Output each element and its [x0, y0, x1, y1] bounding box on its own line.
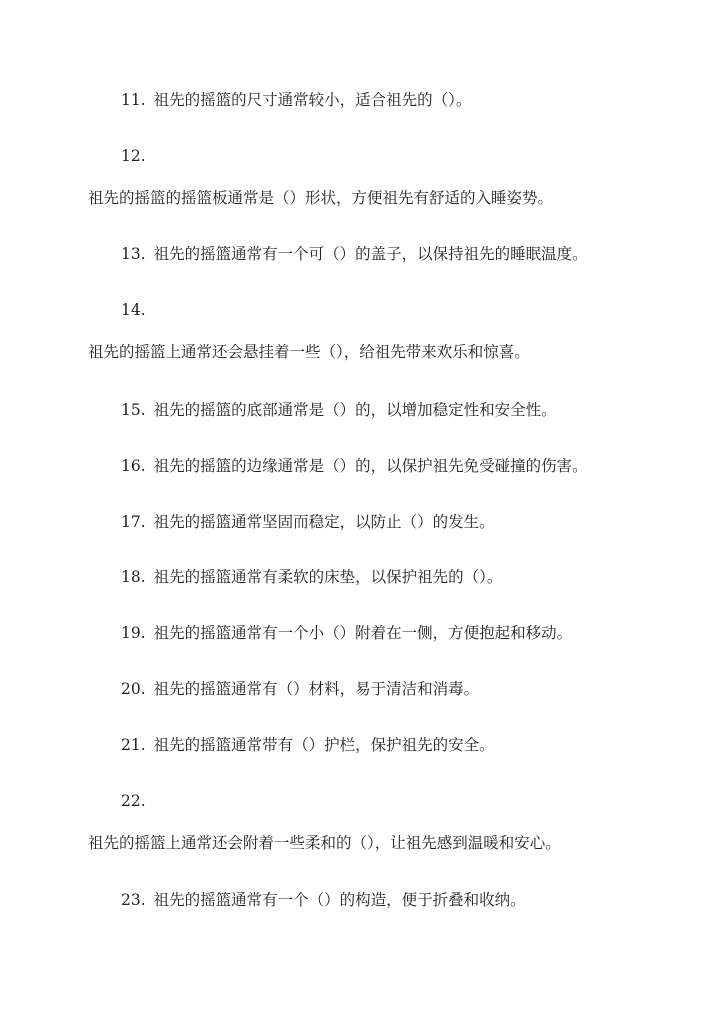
question-18: [121, 567, 502, 587]
question-14-number: [121, 300, 154, 320]
question-text: 祖先的摇篮上通常还会附着一些柔和的（），让祖先感到温暖和安心。: [88, 834, 561, 852]
question-number: 21.: [121, 736, 146, 754]
question-number: 13.: [121, 245, 146, 263]
question-text: 祖先的摇篮的摇篮板通常是（）形状，方便祖先有舒适的入睡姿势。: [88, 189, 554, 207]
question-number: 19.: [121, 624, 146, 642]
question-text: 祖先的摇篮的底部通常是（）的，以增加稳定性和安全性。: [153, 401, 557, 419]
question-13: [121, 244, 588, 264]
question-19: [121, 623, 572, 643]
question-number: 15.: [121, 401, 146, 419]
question-12-number: [121, 146, 154, 166]
question-text: 祖先的摇篮通常带有（）护栏，保护祖先的安全。: [153, 736, 495, 754]
question-number: 17.: [121, 513, 146, 531]
question-number: 23.: [121, 891, 146, 909]
question-text: 祖先的摇篮通常有柔软的床垫，以保护祖先的（）。: [153, 568, 503, 586]
question-number: 18.: [121, 568, 146, 586]
question-23: [121, 890, 526, 910]
question-text: 祖先的摇篮通常有一个（）的构造，便于折叠和收纳。: [153, 891, 526, 909]
question-number: 14.: [121, 301, 146, 319]
question-12-text: [88, 188, 553, 208]
question-16: [121, 456, 588, 476]
question-number: 22.: [121, 792, 146, 810]
question-number: 11.: [121, 91, 146, 109]
question-15: [121, 400, 557, 420]
question-20: [121, 679, 479, 699]
question-number: 12.: [121, 147, 146, 165]
question-22-text: [88, 833, 561, 853]
question-14-text: [88, 342, 530, 362]
question-number: 20.: [121, 680, 146, 698]
question-11: [121, 90, 471, 110]
question-number: 16.: [121, 457, 146, 475]
question-21: [121, 735, 495, 755]
question-text: 祖先的摇篮通常有（）材料，易于清洁和消毒。: [153, 680, 480, 698]
question-text: 祖先的摇篮通常有一个小（）附着在一侧，方便抱起和移动。: [153, 624, 573, 642]
question-text: 祖先的摇篮通常有一个可（）的盖子，以保持祖先的睡眠温度。: [153, 245, 588, 263]
question-text: 祖先的摇篮上通常还会悬挂着一些（），给祖先带来欢乐和惊喜。: [88, 343, 530, 361]
question-text: 祖先的摇篮通常坚固而稳定，以防止（）的发生。: [153, 513, 495, 531]
question-text: 祖先的摇篮的边缘通常是（）的，以保护祖先免受碰撞的伤害。: [153, 457, 588, 475]
question-22-number: [121, 791, 154, 811]
question-17: [121, 512, 495, 532]
question-text: 祖先的摇篮的尺寸通常较小，适合祖先的（）。: [153, 91, 472, 109]
